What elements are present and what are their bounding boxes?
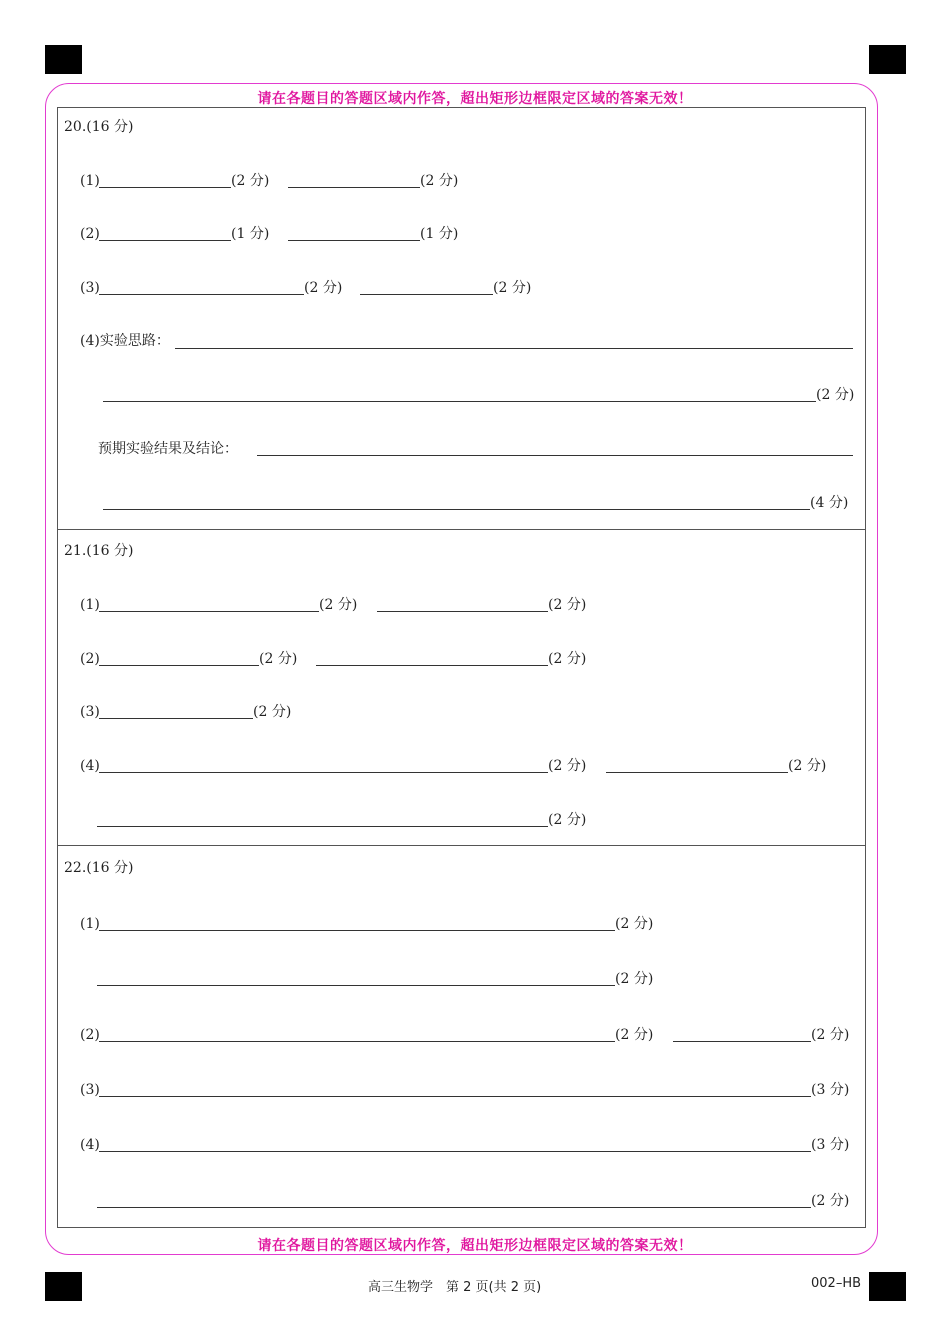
q21-part4-blank-c[interactable] xyxy=(97,826,548,827)
answer-box xyxy=(57,107,866,1228)
q20-part4-blank-line1[interactable] xyxy=(175,348,853,349)
q21-part2-blank-a[interactable] xyxy=(99,665,259,666)
question-20-title: 20.(16 分) xyxy=(64,119,134,135)
q20-result-blank-line2[interactable] xyxy=(103,509,810,510)
q22-part1-blank-a[interactable] xyxy=(99,930,615,931)
q20-part2-label: (2) xyxy=(80,226,100,242)
section-divider xyxy=(57,529,866,530)
q20-part2-score-a: (1 分) xyxy=(231,226,270,242)
q21-part2-blank-b[interactable] xyxy=(316,665,548,666)
q22-part2-score-a: (2 分) xyxy=(615,1027,654,1043)
registration-mark-top-right xyxy=(869,45,906,74)
q21-part4-label: (4) xyxy=(80,758,100,774)
q21-part4-score-b: (2 分) xyxy=(788,758,827,774)
sheet-code: 002–HB xyxy=(811,1276,862,1291)
q21-part4-blank-a[interactable] xyxy=(99,772,548,773)
q20-part3-blank-b[interactable] xyxy=(360,294,493,295)
q20-part4-score: (2 分) xyxy=(816,387,855,403)
registration-mark-bottom-right xyxy=(869,1272,906,1301)
q22-part2-label: (2) xyxy=(80,1027,100,1043)
q20-part4-label: (4)实验思路： xyxy=(80,333,170,349)
q22-part4-blank-a[interactable] xyxy=(99,1151,811,1152)
q20-part1-label: (1) xyxy=(80,173,100,189)
q21-part4-score-a: (2 分) xyxy=(548,758,587,774)
q22-part1-score-b: (2 分) xyxy=(615,971,654,987)
page-footer: 高三生物学 第 2 页(共 2 页) xyxy=(368,1280,542,1295)
warning-bottom: 请在各题目的答题区域内作答，超出矩形边框限定区域的答案无效！ xyxy=(257,1238,693,1254)
q22-part1-label: (1) xyxy=(80,916,100,932)
registration-mark-bottom-left xyxy=(45,1272,82,1301)
q22-part4-score-a: (3 分) xyxy=(811,1137,850,1153)
q21-part1-label: (1) xyxy=(80,597,100,613)
q22-part1-score-a: (2 分) xyxy=(615,916,654,932)
q21-part4-score-c: (2 分) xyxy=(548,812,587,828)
q21-part4-blank-b[interactable] xyxy=(606,772,788,773)
q22-part4-label: (4) xyxy=(80,1137,100,1153)
q20-part1-score-b: (2 分) xyxy=(420,173,459,189)
section-divider xyxy=(57,845,866,846)
q20-part3-score-a: (2 分) xyxy=(304,280,343,296)
warning-top: 请在各题目的答题区域内作答，超出矩形边框限定区域的答案无效！ xyxy=(257,91,693,107)
q20-part1-blank-b[interactable] xyxy=(288,187,420,188)
q22-part4-blank-b[interactable] xyxy=(97,1207,811,1208)
q21-part3-score: (2 分) xyxy=(253,704,292,720)
registration-mark-top-left xyxy=(45,45,82,74)
q22-part3-blank[interactable] xyxy=(99,1096,811,1097)
q20-part3-score-b: (2 分) xyxy=(493,280,532,296)
q21-part1-score-b: (2 分) xyxy=(548,597,587,613)
q20-part4-blank-line2[interactable] xyxy=(103,401,816,402)
q22-part1-blank-b[interactable] xyxy=(97,985,615,986)
q20-part1-blank-a[interactable] xyxy=(99,187,231,188)
q21-part2-label: (2) xyxy=(80,651,100,667)
q20-part2-blank-b[interactable] xyxy=(288,240,420,241)
q22-part4-score-b: (2 分) xyxy=(811,1193,850,1209)
q21-part3-blank[interactable] xyxy=(99,718,253,719)
q21-part3-label: (3) xyxy=(80,704,100,720)
question-22-title: 22.(16 分) xyxy=(64,860,134,876)
q22-part3-score: (3 分) xyxy=(811,1082,850,1098)
q21-part1-score-a: (2 分) xyxy=(319,597,358,613)
q20-result-label: 预期实验结果及结论： xyxy=(98,441,238,457)
q22-part2-score-b: (2 分) xyxy=(811,1027,850,1043)
q22-part2-blank-b[interactable] xyxy=(673,1041,811,1042)
q22-part3-label: (3) xyxy=(80,1082,100,1098)
q21-part2-score-a: (2 分) xyxy=(259,651,298,667)
q21-part1-blank-b[interactable] xyxy=(377,611,548,612)
q21-part1-blank-a[interactable] xyxy=(99,611,319,612)
q20-part1-score-a: (2 分) xyxy=(231,173,270,189)
q20-part3-blank-a[interactable] xyxy=(99,294,304,295)
q20-part3-label: (3) xyxy=(80,280,100,296)
q20-result-blank-line1[interactable] xyxy=(257,455,853,456)
q20-part2-blank-a[interactable] xyxy=(99,240,231,241)
q20-result-score: (4 分) xyxy=(810,495,849,511)
q21-part2-score-b: (2 分) xyxy=(548,651,587,667)
question-21-title: 21.(16 分) xyxy=(64,543,134,559)
q20-part2-score-b: (1 分) xyxy=(420,226,459,242)
q22-part2-blank-a[interactable] xyxy=(99,1041,615,1042)
